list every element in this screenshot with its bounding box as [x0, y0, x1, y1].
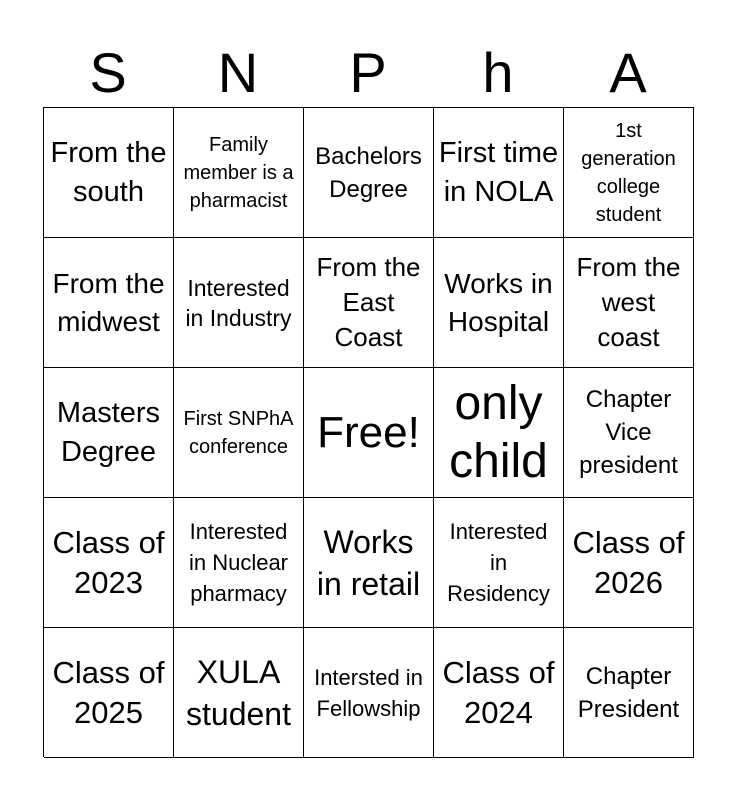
cell-text: Works in retail	[316, 523, 421, 602]
bingo-cell[interactable]	[304, 108, 434, 238]
bingo-cell[interactable]	[304, 628, 434, 758]
cell-text: Intersted in Fellowship	[314, 664, 423, 721]
free-space[interactable]	[304, 368, 434, 498]
cell-text: Interested in Nuclear pharmacy	[188, 519, 289, 606]
cell-text: From the south	[50, 136, 167, 208]
cell-text: From the west coast	[576, 252, 681, 352]
cell-text: Class of 2023	[52, 524, 165, 600]
cell-text: Chapter President	[577, 662, 680, 723]
cell-text: 1st generation college student	[581, 119, 676, 226]
bingo-cell[interactable]	[44, 628, 174, 758]
bingo-board	[43, 107, 694, 757]
bingo-cell[interactable]	[174, 108, 304, 238]
bingo-cell[interactable]	[564, 628, 694, 758]
bingo-cell[interactable]	[174, 368, 304, 498]
bingo-cell[interactable]	[304, 238, 434, 368]
bingo-header	[43, 40, 693, 106]
bingo-cell[interactable]	[44, 368, 174, 498]
bingo-cell[interactable]	[44, 238, 174, 368]
bingo-cell[interactable]	[174, 498, 304, 628]
bingo-cell[interactable]	[434, 108, 564, 238]
cell-text: Works in Hospital	[444, 267, 553, 337]
bingo-cell[interactable]	[434, 238, 564, 368]
cell-text: Class of 2024	[442, 654, 555, 730]
cell-text: Class of 2026	[572, 524, 685, 600]
header-letter-s: S	[89, 41, 127, 104]
bingo-cell[interactable]	[174, 628, 304, 758]
cell-text: From the East Coast	[316, 252, 421, 352]
cell-text: Masters Degree	[56, 396, 161, 468]
header-letter-n: N	[217, 41, 259, 104]
bingo-cell[interactable]	[44, 108, 174, 238]
bingo-cell[interactable]	[434, 498, 564, 628]
bingo-cell[interactable]	[434, 628, 564, 758]
cell-text: Free!	[317, 407, 420, 457]
cell-text: From the midwest	[52, 267, 165, 337]
cell-text: Interested in Residency	[447, 519, 550, 606]
cell-text: First time in NOLA	[438, 136, 559, 208]
header-letter-p: P	[349, 41, 387, 104]
cell-text: Class of 2025	[52, 654, 165, 730]
cell-text: Family member is a pharmacist	[183, 133, 294, 212]
bingo-cell[interactable]	[44, 498, 174, 628]
cell-text: XULA student	[186, 653, 291, 732]
cell-text: Bachelors Degree	[315, 142, 422, 203]
header-letter-a: A	[609, 41, 647, 104]
cell-text: First SNPhA conference	[183, 407, 294, 458]
bingo-cell[interactable]	[304, 498, 434, 628]
bingo-cell[interactable]	[434, 368, 564, 498]
cell-text: Interested in Industry	[185, 274, 292, 331]
bingo-cell[interactable]	[564, 238, 694, 368]
bingo-cell[interactable]	[564, 108, 694, 238]
cell-text: only child	[449, 376, 548, 488]
bingo-cell[interactable]	[564, 368, 694, 498]
bingo-cell[interactable]	[564, 498, 694, 628]
header-letter-h: h	[482, 41, 514, 104]
bingo-cell[interactable]	[174, 238, 304, 368]
cell-text: Chapter Vice president	[579, 386, 678, 479]
